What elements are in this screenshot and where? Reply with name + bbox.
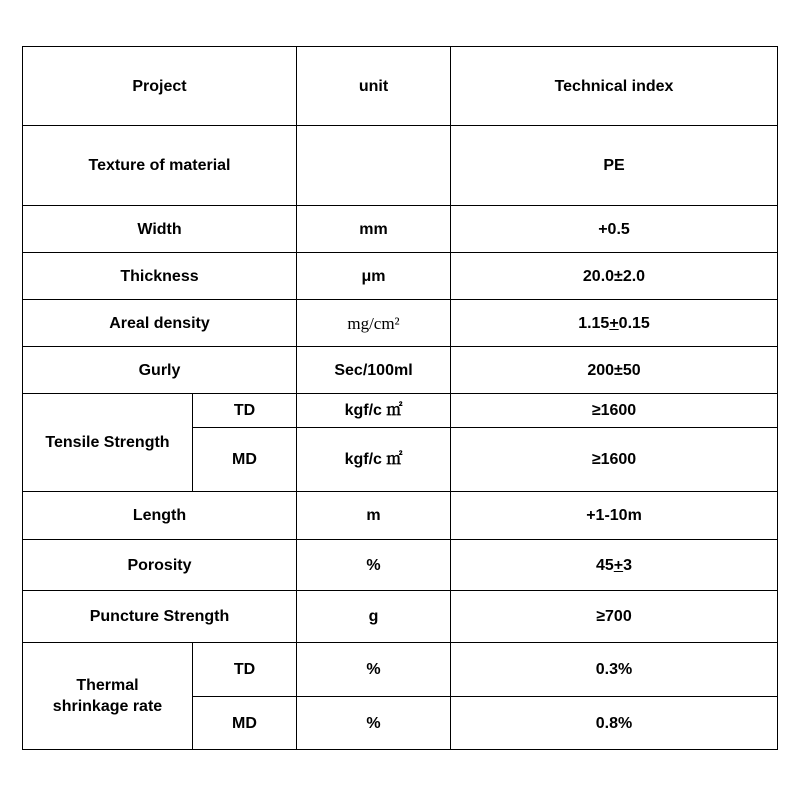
header-technical-index: Technical index: [451, 47, 778, 126]
length-index: +1-10m: [451, 492, 778, 540]
width-index: +0.5: [451, 206, 778, 253]
table-row-width: [23, 206, 778, 253]
areal-density-unit: mg/cm²: [297, 300, 451, 347]
porosity-unit: %: [297, 540, 451, 591]
table-row-puncture: [23, 591, 778, 643]
tensile-strength-label: Tensile Strength: [23, 394, 193, 492]
tensile-td-index: ≥1600: [451, 394, 778, 428]
thermal-label-line1: Thermal: [76, 677, 139, 694]
header-project: Project: [23, 47, 297, 126]
puncture-label: Puncture Strength: [23, 591, 297, 643]
puncture-unit: g: [297, 591, 451, 643]
areal-density-value: 1.15: [578, 314, 610, 332]
porosity-tolerance: 3: [623, 556, 633, 574]
table-row-areal-density: [23, 300, 778, 347]
texture-index: PE: [451, 126, 778, 206]
width-unit: mm: [297, 206, 451, 253]
areal-density-tolerance: 0.15: [618, 314, 650, 332]
texture-unit: [297, 126, 451, 206]
thermal-td-unit: %: [297, 643, 451, 697]
table-row-tensile-td: [23, 394, 778, 428]
areal-density-plus-minus: +: [609, 314, 619, 332]
header-row: [23, 47, 778, 126]
header-unit: unit: [297, 47, 451, 126]
gurly-label: Gurly: [23, 347, 297, 394]
table-row-thickness: [23, 253, 778, 300]
thermal-md-unit: %: [297, 697, 451, 750]
length-label: Length: [23, 492, 297, 540]
gurly-index: 200±50: [451, 347, 778, 394]
tensile-md-label: MD: [193, 428, 297, 492]
width-label: Width: [23, 206, 297, 253]
thickness-label: Thickness: [23, 253, 297, 300]
thermal-shrinkage-label: [23, 643, 193, 750]
areal-density-index: [451, 300, 778, 347]
thermal-md-label: MD: [193, 697, 297, 750]
length-unit: m: [297, 492, 451, 540]
table-row-texture: [23, 126, 778, 206]
porosity-value: 45: [595, 556, 614, 574]
tensile-td-label: TD: [193, 394, 297, 428]
tensile-md-index: ≥1600: [451, 428, 778, 492]
table-row-thermal-td: [23, 643, 778, 697]
thickness-index: 20.0±2.0: [451, 253, 778, 300]
porosity-plus-minus: +: [613, 556, 624, 574]
gurly-unit: Sec/100ml: [297, 347, 451, 394]
puncture-index: ≥700: [451, 591, 778, 643]
tensile-md-unit: kgf/c ㎡: [297, 428, 451, 492]
thermal-td-index: 0.3%: [451, 643, 778, 697]
thickness-unit: μm: [297, 253, 451, 300]
thermal-md-index: 0.8%: [451, 697, 778, 750]
porosity-index: [451, 540, 778, 591]
tensile-td-unit: kgf/c ㎡: [297, 394, 451, 428]
spec-table: [22, 46, 778, 750]
table-row-gurly: [23, 347, 778, 394]
texture-label: Texture of material: [23, 126, 297, 206]
table-row-porosity: [23, 540, 778, 591]
porosity-label: Porosity: [23, 540, 297, 591]
thermal-label-line2: shrinkage rate: [52, 698, 163, 715]
table-row-length: [23, 492, 778, 540]
thermal-td-label: TD: [193, 643, 297, 697]
areal-density-label: Areal density: [23, 300, 297, 347]
